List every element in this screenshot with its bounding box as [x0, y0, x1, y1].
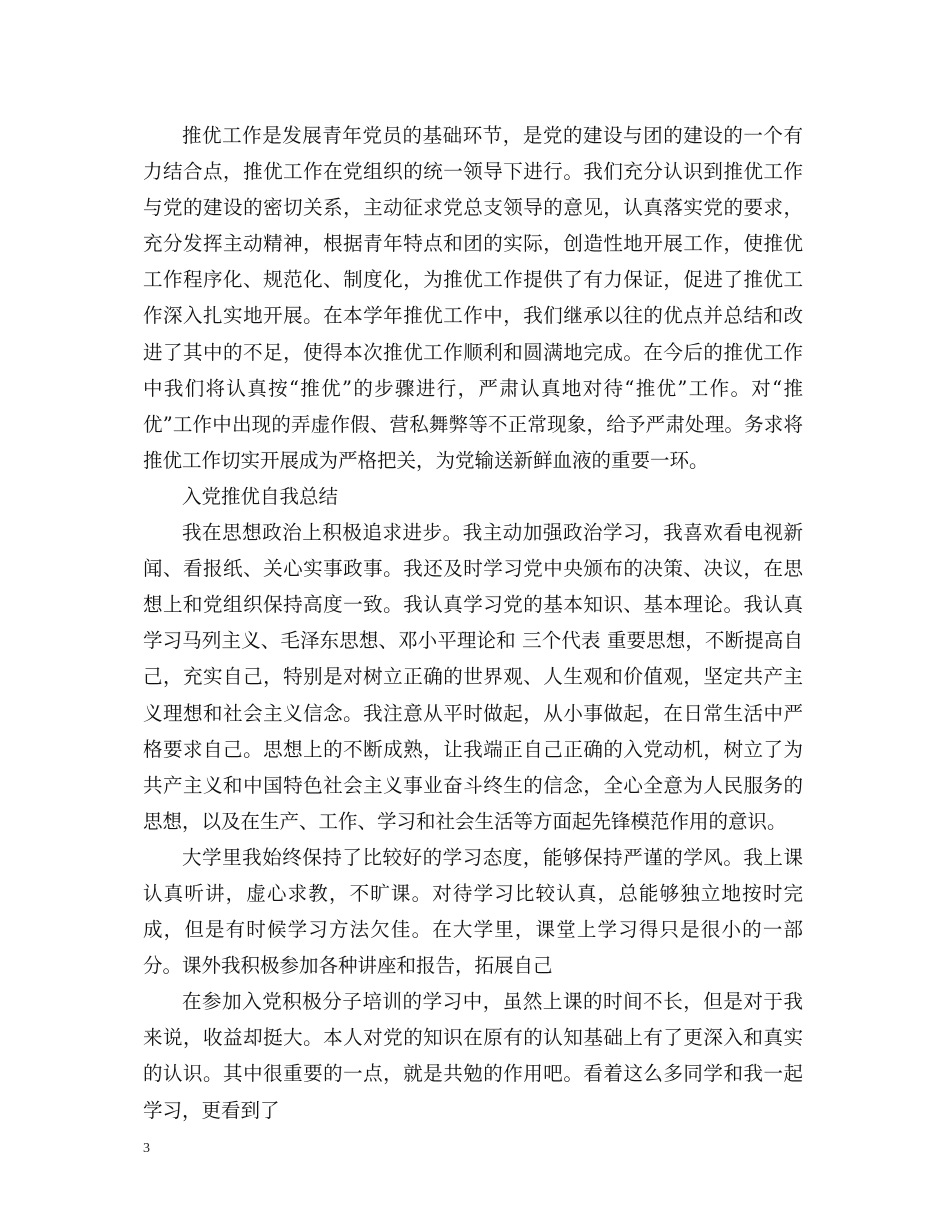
paragraph-political-thought: 我在思想政治上积极追求进步。我主动加强政治学习，我喜欢看电视新闻、看报纸、关心实事政事。我还及时学习党中央颁布的决策、决议，在思想上和党组织保持高度一致。我认真学习党的基本知识、基本理论。我认真学习马列主义、毛泽东思想、邓小平理论和 三个代表 重要思想，不断提高自己，充实自己，特别是对树立正确的世界观、人生观和价值观，坚定共产主义理想和社会主义信念。我注意从平时做起，从小事做起，在日常生活中严格要求自己。思想上的不断成熟，让我端正自己正确的入党动机，树立了为共产主义和中国特色社会主义事业奋斗终生的信念，全心全意为人民服务的思想，以及在生产、工作、学习和社会生活等方面起先锋模范作用的意识。 [143, 521, 803, 833]
document-body [143, 118, 803, 1129]
paragraph-study-attitude: 大学里我始终保持了比较好的学习态度，能够保持严谨的学风。我上课认真听讲，虚心求教，不旷课。对待学习比较认真，总能够独立地按时完成，但是有时候学习方法欠佳。在大学里，课堂上学习得只是很小的一部分。课外我积极参加各种讲座和报告，拓展自己 [143, 845, 803, 978]
paragraph-training: 在参加入党积极分子培训的学习中，虽然上课的时间不长，但是对于我来说，收益却挺大。本人对党的知识在原有的认知基础上有了更深入和真实的认识。其中很重要的一点，就是共勉的作用吧。看着这么多同学和我一起学习，更看到了 [143, 990, 803, 1122]
page-number: 3 [143, 1141, 150, 1156]
paragraph-tuiyou-work: 推优工作是发展青年党员的基础环节，是党的建设与团的建设的一个有力结合点，推优工作在党组织的统一领导下进行。我们充分认识到推优工作与党的建设的密切关系，主动征求党总支领导的意见，认真落实党的要求，充分发挥主动精神，根据青年特点和团的实际，创造性地开展工作，使推优工作程序化、规范化、制度化，为推优工作提供了有力保证，促进了推优工作深入扎实地开展。在本学年推优工作中，我们继承以往的优点并总结和改进了其中的不足，使得本次推优工作顺利和圆满地完成。在今后的推优工作中我们将认真按“推优”的步骤进行，严肃认真地对待“推优”工作。对“推优”工作中出现的弄虚作假、营私舞弊等不正常现象，给予严肃处理。务求将推优工作切实开展成为严格把关，为党输送新鲜血液的重要一环。 [143, 124, 803, 472]
section-heading: 入党推优自我总结 [182, 484, 339, 508]
